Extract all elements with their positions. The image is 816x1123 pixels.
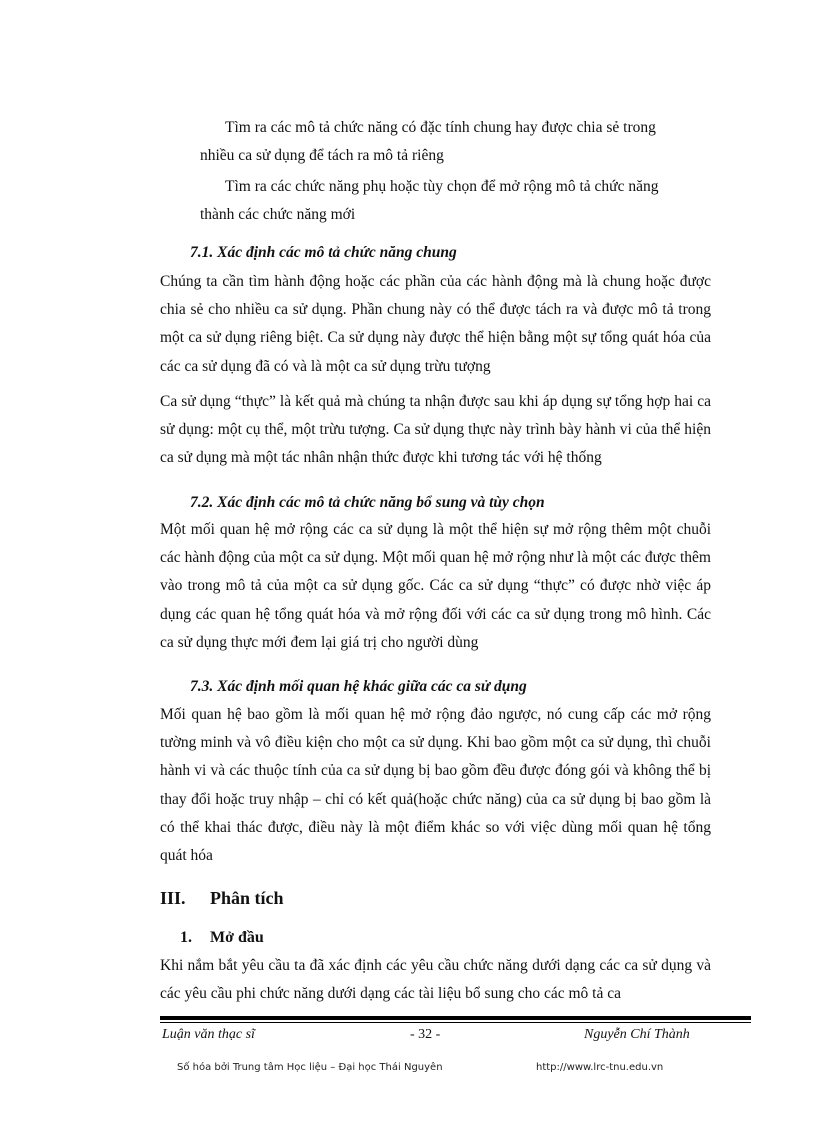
footer-page-number: - 32 - [410,1027,441,1042]
section-7-1-paragraph-2: Ca sử dụng “thực” là kết quả mà chúng ta nhận được sau khi áp dụng sự tổng hợp hai ca sử dụng: một cụ thể, một trừu tượng. Ca sử dụng thực này trình bày hành vi của thể hiện ca sử dụng mà một tác nhân nhận thức được khi tương tác với hệ thống [160,393,711,467]
section-7-2-heading: 7.2. Xác định các mô tả chức năng bổ sung và tùy chọn [190,494,545,511]
intro-item-1-first: Tìm ra các mô tả chức năng có đặc tính chung hay được chia sẻ trong [225,119,656,136]
chapter-heading [160,888,284,909]
final-paragraph: Khi nắm bắt yêu cầu ta đã xác định các yêu cầu chức năng dưới dạng các ca sử dụng và các yêu cầu phi chức năng dưới dạng các tài liệu bổ sung cho các mô tả ca [160,957,711,1003]
section-7-1-heading: 7.1. Xác định các mô tả chức năng chung [190,244,457,261]
chapter-title: Phân tích [210,888,284,908]
intro-item-2-first: Tìm ra các chức năng phụ hoặc tùy chọn để mở rộng mô tả chức năng [225,178,659,195]
intro-item-2 [200,173,711,229]
footer-left: Luận văn thạc sĩ [162,1027,255,1042]
scan-footer-left: Số hóa bởi Trung tâm Học liệu – Đại học Thái Nguyên [177,1062,443,1073]
chapter-number: III. [160,888,186,908]
subsection-number: 1. [180,929,192,946]
intro-item-1-rest: nhiều ca sử dụng để tách ra mô tả riêng [200,147,444,165]
intro-item-1 [200,114,711,170]
footer-right: Nguyễn Chí Thành [584,1027,690,1042]
footer-rule-thick [160,1016,751,1020]
section-7-2-paragraph-1: Một mối quan hệ mở rộng các ca sử dụng là một thể hiện sự mở rộng thêm một chuỗi các hành động của một ca sử dụng. Một mối quan hệ mở rộng như là một các được thêm vào trong mô tả của một ca sử dụng gốc. Các ca sử dụng “thực” có được nhờ việc áp dụng các quan hệ tổng quát hóa và mở rộng đối với các ca sử dụng trong mô hình. Các ca sử dụng thực mới đem lại giá trị cho người dùng [160,521,711,651]
section-7-3-paragraph-1: Mối quan hệ bao gồm là mối quan hệ mở rộng đảo ngược, nó cung cấp các mở rộng tường minh và vô điều kiện cho một ca sử dụng. Khi bao gồm một ca sử dụng, thì chuỗi hành vi và các thuộc tính của ca sử dụng bị bao gồm đều được đóng gói và không thể bị thay đổi hoặc truy nhập – chỉ có kết quả(hoặc chức năng) của ca sử dụng bị bao gồm là có thể khai thác được, điều này là một điểm khác so với việc dùng mối quan hệ tổng quát hóa [160,706,711,865]
section-7-3-heading: 7.3. Xác định mối quan hệ khác giữa các ca sử dụng [190,678,527,695]
footer-rule-thin [160,1022,751,1023]
subsection-title: Mở đầu [210,929,264,946]
subsection-heading [180,929,264,947]
section-7-1-paragraph-1: Chúng ta cần tìm hành động hoặc các phần của các hành động mà là chung hoặc được chia sẻ cho nhiều ca sử dụng. Phần chung này có thể được tách ra và được mô tả trong một ca sử dụng riêng biệt. Ca sử dụng này được thể hiện bằng một sự tổng quát hóa của các ca sử dụng đã có và là một ca sử dụng trừu tượng [160,273,711,375]
scan-footer-right[interactable]: http://www.lrc-tnu.edu.vn [536,1062,664,1073]
intro-item-2-rest: thành các chức năng mới [200,206,356,224]
